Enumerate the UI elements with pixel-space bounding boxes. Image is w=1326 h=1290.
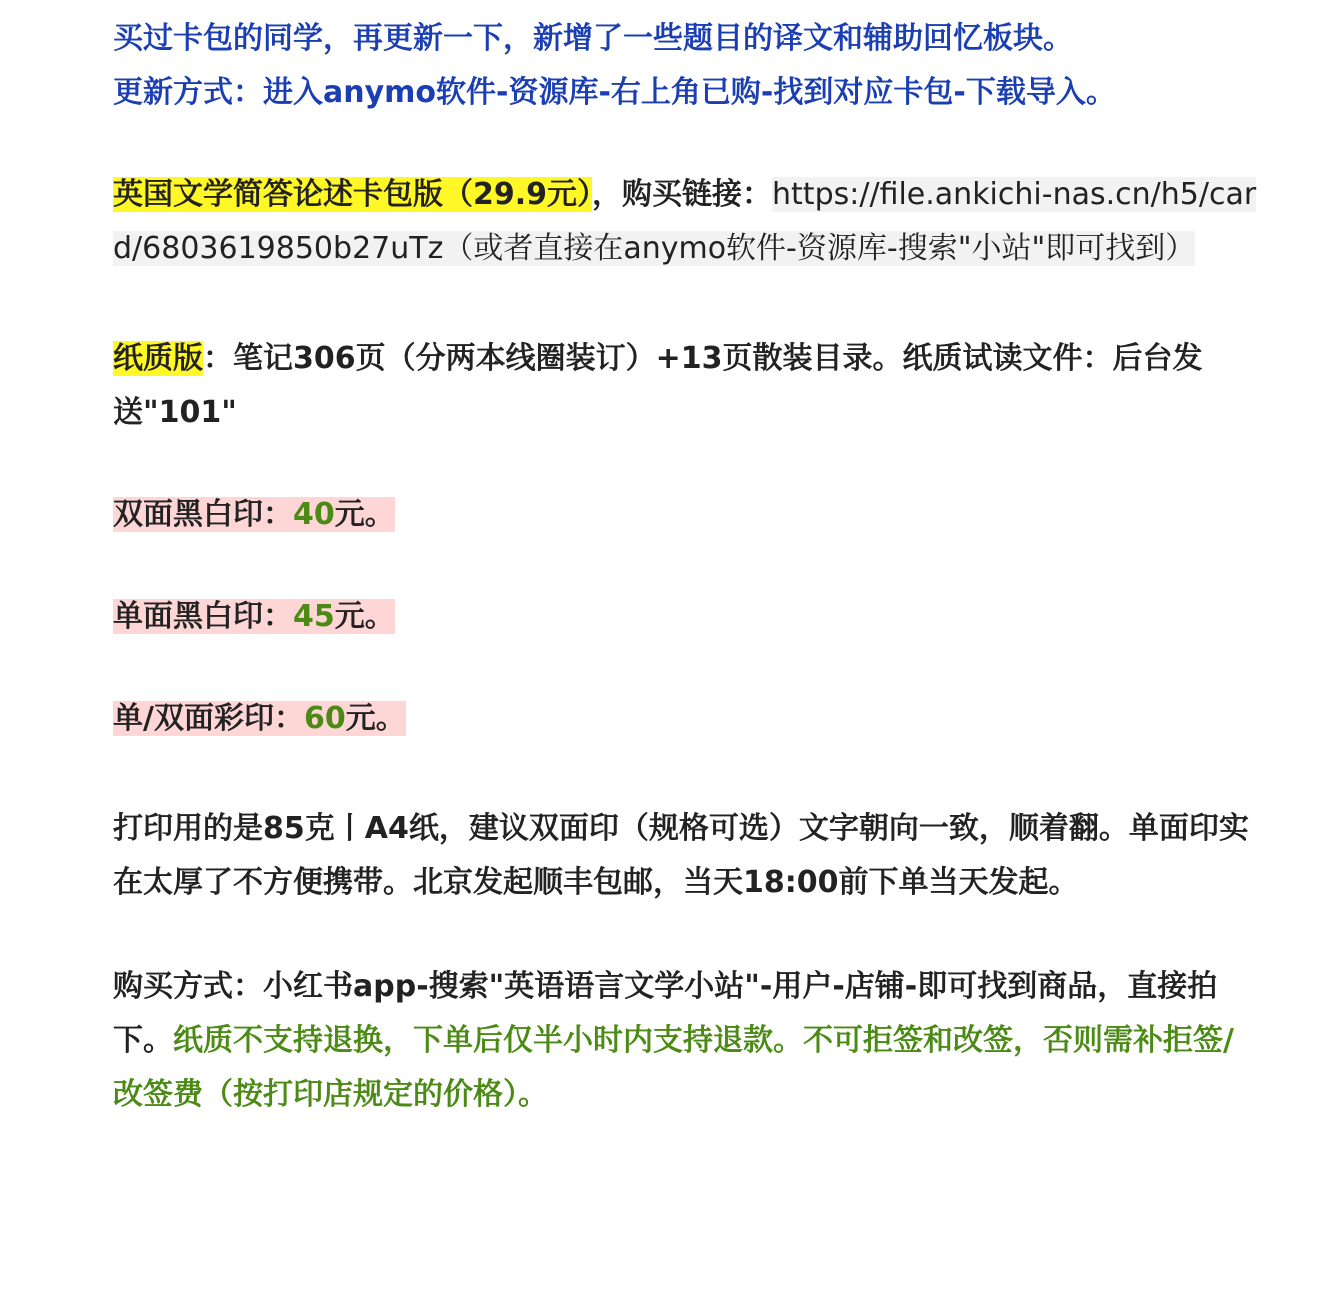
price-suffix: 元。 [345,701,406,736]
purchase-link-label: ，购买链接： [592,177,773,212]
post-content [113,12,1263,1122]
refund-notice: 纸质不支持退换，下单后仅半小时内支持退款。不可拒签和改签，否则需补拒签/改签费（按打印店规定的价格）。 [113,1023,1234,1112]
paper-version-label: 纸质版 [113,341,203,376]
price-amount: 40 [293,497,335,532]
paper-version-text: ：笔记306页（分两本线圈装订）+13页散装目录。纸质试读文件：后台发送"101" [113,341,1203,430]
price-color [113,692,1263,746]
paper-version-section [113,332,1263,440]
price-duplex-bw [113,488,1263,542]
price-suffix: 元。 [334,599,395,634]
price-highlight [113,497,395,532]
purchase-link[interactable]: https://file.ankichi-nas.cn/h5/card/6803619850b27uTz（或者直接在anymo软件-资源库-搜索"小站"即可找到） [113,177,1257,266]
price-label: 单面黑白印： [113,599,293,634]
price-amount: 60 [303,701,346,736]
price-highlight [113,599,395,634]
update-notice [113,12,1263,120]
price-amount: 45 [293,599,335,634]
price-simplex-bw [113,590,1263,644]
print-info: 打印用的是85克丨A4纸，建议双面印（规格可选）文字朝向一致，顺着翻。单面印实在太厚了不方便携带。北京发起顺丰包邮，当天18:00前下单当天发起。 [113,811,1249,900]
price-label: 双面黑白印： [113,497,293,532]
card-pack-section [113,168,1263,276]
purchase-method-section [113,960,1263,1122]
price-highlight [113,701,406,736]
update-notice-line1: 买过卡包的同学，再更新一下，新增了一些题目的译文和辅助回忆板块。 [113,21,1073,56]
price-label: 单/双面彩印： [113,701,304,736]
card-pack-title: 英国文学简答论述卡包版（29.9元） [113,177,593,212]
purchase-method-text: 购买方式：小红书app-搜索"英语语言文学小站"-用户-店铺-即可找到商品，直接拍下。 [113,969,1218,1058]
update-method: 更新方式：进入anymo软件-资源库-右上角已购-找到对应卡包-下载导入。 [113,75,1116,110]
price-suffix: 元。 [334,497,395,532]
